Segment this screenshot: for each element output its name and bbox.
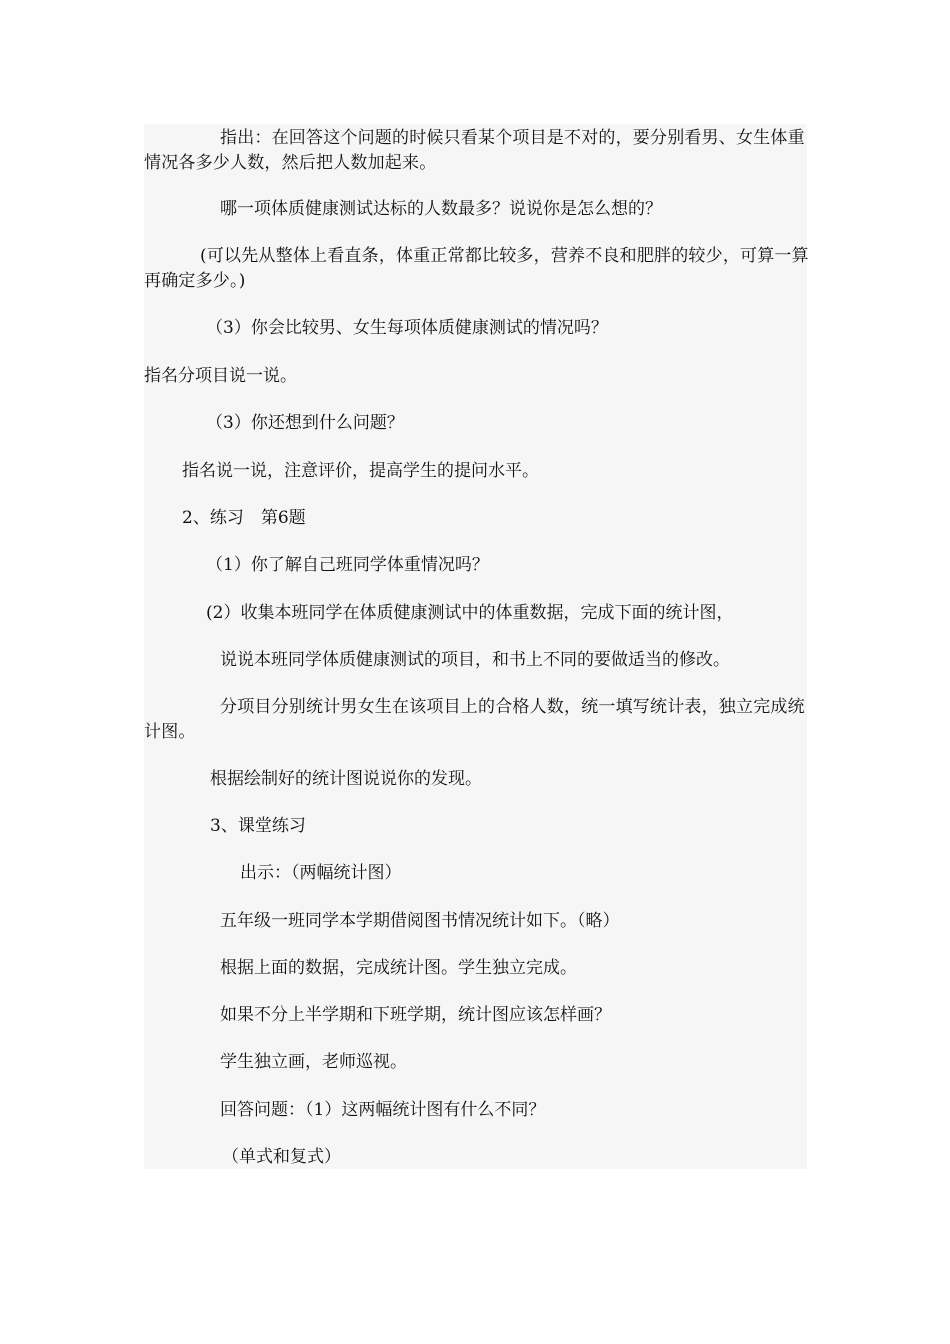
paragraph-borrowing-stats: 五年级一班同学本学期借阅图书情况统计如下。（略） — [220, 911, 620, 931]
paragraph-show-charts: 出示：（两幅统计图） — [240, 863, 402, 883]
paragraph-weight-question: （1）你了解自己班同学体重情况吗？ — [206, 555, 489, 575]
paragraph-other-questions: （3）你还想到什么问题？ — [206, 413, 404, 433]
paragraph-hint: (可以先从整体上看直条，体重正常都比较多，营养不良和肥胖的较少，可算一算再确定多少。) — [144, 246, 809, 291]
paragraph-question-most: 哪一项体质健康测试达标的人数最多？说说你是怎么想的？ — [220, 199, 662, 219]
paragraph-practice-heading: 2、练习 第6题 — [182, 508, 306, 528]
paragraph-compare: （3）你会比较男、女生每项体质健康测试的情况吗？ — [206, 318, 608, 338]
paragraph-how-to-draw: 如果不分上半学期和下班学期，统计图应该怎样画？ — [220, 1005, 611, 1025]
paragraph-students-draw: 学生独立画，老师巡视。 — [220, 1052, 407, 1072]
paragraph-name-items: 指名分项目说一说。 — [144, 366, 297, 386]
paragraph-test-items: 说说本班同学体质健康测试的项目，和书上不同的要做适当的修改。 — [220, 650, 730, 670]
paragraph-answer-question: 回答问题：（1）这两幅统计图有什么不同？ — [220, 1100, 546, 1120]
paragraph-collect-data: (2）收集本班同学在体质健康测试中的体重数据，完成下面的统计图， — [206, 603, 734, 623]
paragraph-point-out: 指出：在回答这个问题的时候只看某个项目是不对的，要分别看男、女生体重情况各多少人数，然后把人数加起来。 — [144, 128, 805, 173]
paragraph-count-by-item: 分项目分别统计男女生在该项目上的合格人数，统一填写统计表，独立完成统计图。 — [144, 697, 805, 742]
paragraph-class-practice-heading: 3、课堂练习 — [210, 816, 306, 836]
paragraph-findings: 根据绘制好的统计图说说你的发现。 — [210, 769, 482, 789]
paragraph-evaluate: 指名说一说，注意评价，提高学生的提问水平。 — [182, 461, 539, 481]
paragraph-complete-chart: 根据上面的数据，完成统计图。学生独立完成。 — [220, 958, 577, 978]
paragraph-single-compound: （单式和复式） — [222, 1147, 341, 1167]
